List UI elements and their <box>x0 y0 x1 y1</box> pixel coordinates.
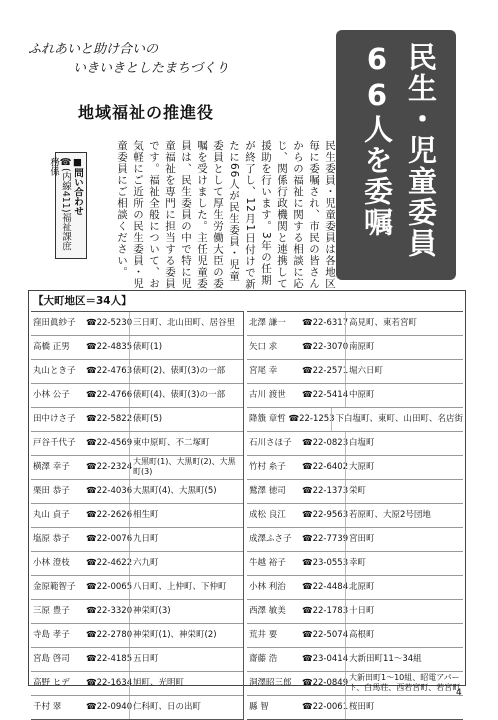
table-row <box>247 408 463 432</box>
area-heading: 【大町地区＝34人】 <box>33 295 132 307</box>
contact-line: ☎(内線411)福祉課庶務係 <box>48 157 71 251</box>
member-name: 丸山とき子 <box>33 366 76 376</box>
table-row <box>247 504 463 528</box>
member-name: 鷲澤 徳司 <box>249 486 286 496</box>
contact-label: ■問い合わせ <box>72 157 83 216</box>
member-name: 千村 翠 <box>33 702 62 712</box>
table-row <box>31 600 243 624</box>
title-box <box>336 30 456 280</box>
title-line-2: 66人を委嘱 <box>360 42 394 238</box>
member-phone: ☎22-0076 <box>86 534 133 544</box>
member-phone: ☎22-5414 <box>302 390 349 400</box>
table-row <box>31 624 243 648</box>
member-table-box <box>28 290 466 712</box>
member-name: 荒井 要 <box>249 630 278 640</box>
member-name: 田中けさ子 <box>33 414 76 424</box>
member-phone: ☎22-2626 <box>86 510 133 520</box>
title-line-1: 民生・児童委員 <box>404 42 438 259</box>
member-name: 寺島 孝子 <box>33 630 70 640</box>
member-name: 西澤 敏美 <box>249 606 286 616</box>
member-table-right <box>247 311 463 720</box>
table-row <box>31 336 243 360</box>
table-row <box>247 696 463 720</box>
member-phone: ☎22-4569 <box>86 438 133 448</box>
table-row <box>31 360 243 384</box>
member-phone: ☎23-0553 <box>302 558 349 568</box>
member-phone: ☎22-1373 <box>302 486 349 496</box>
member-phone: ☎22-3320 <box>86 606 133 616</box>
member-area: 大原町 <box>345 456 463 479</box>
member-name: 矢口 求 <box>249 342 278 352</box>
member-name: 縣 智 <box>249 702 269 712</box>
table-row <box>247 672 463 696</box>
member-name: 降籏 章哲 <box>249 414 286 424</box>
member-name: 高野 ヒデ <box>33 678 70 688</box>
table-row <box>31 312 243 336</box>
table-row <box>31 696 243 720</box>
member-name: 齋藤 浩 <box>249 654 278 664</box>
table-row <box>31 432 243 456</box>
table-row <box>31 504 243 528</box>
member-phone: ☎22-6317 <box>302 318 349 328</box>
member-name: 成松 良江 <box>249 510 286 520</box>
member-phone: ☎22-4185 <box>86 654 133 664</box>
member-phone: ☎22-0065 <box>86 582 133 592</box>
member-phone: ☎22-5230 <box>86 318 133 328</box>
table-row <box>247 648 463 672</box>
subtitle-line-1: ふれあいと助け合いの <box>28 42 159 57</box>
subtitle <box>28 40 229 78</box>
member-area: 俵町(2)、俵町(3)の一部 <box>129 360 243 383</box>
member-area: 栄町 <box>345 480 463 503</box>
member-area: 中原町 <box>345 384 463 407</box>
member-area: 若原町、大原2号団地 <box>345 504 463 527</box>
member-area: 俵町(1) <box>129 336 243 359</box>
table-row <box>31 528 243 552</box>
member-area: 俵町(4)、俵町(3)の一部 <box>129 384 243 407</box>
member-phone: ☎22-4763 <box>86 366 133 376</box>
member-name: 宮島 啓司 <box>33 654 70 664</box>
member-phone: ☎22-1253 <box>288 414 335 424</box>
member-area: 八日町、上仲町、下仲町 <box>129 576 243 599</box>
member-area: 神栄町(1)、神栄町(2) <box>129 624 243 647</box>
member-phone: ☎22-9563 <box>302 510 349 520</box>
member-phone: ☎22-4766 <box>86 390 133 400</box>
member-name: 宮尾 幸 <box>249 366 278 376</box>
member-name: 竹村 糸子 <box>249 462 286 472</box>
member-name: 牛越 裕子 <box>249 558 286 568</box>
member-name: 小林 公子 <box>33 390 70 400</box>
table-row <box>247 528 463 552</box>
table-row <box>247 480 463 504</box>
member-name: 石川さほ子 <box>249 438 292 448</box>
table-row <box>31 384 243 408</box>
member-area: 神栄町(3) <box>129 600 243 623</box>
article-text: 民生委員・児童委員は各地区毎に委嘱され、市民の皆さんからの福祉に関する相談に応じ、関係行政機関と連携して援助を行います。3年の任期が終了し、12月1日付けで新たに66人が民生委員・児童委員として厚生労働大臣の委嘱を受けました。主任児童委員は、民生委員の中で特に児童福祉を専門に担当する委員です。福祉全般について、お気軽にご近所の民生委員・児童委員にご相談ください。 <box>116 140 336 290</box>
member-name: 北澤 謙一 <box>249 318 286 328</box>
member-phone: ☎22-1783 <box>302 606 349 616</box>
member-phone: ☎22-4835 <box>86 342 133 352</box>
table-row <box>31 648 243 672</box>
member-phone: ☎22-2780 <box>86 630 133 640</box>
table-row <box>31 408 243 432</box>
member-area: 宮田町 <box>345 528 463 551</box>
table-row <box>31 480 243 504</box>
member-area: 幸町 <box>345 552 463 575</box>
member-name: 栗田 恭子 <box>33 486 70 496</box>
member-table-left <box>31 311 244 720</box>
member-phone: ☎22-5822 <box>86 414 133 424</box>
member-area: 大新田町11〜34組 <box>345 648 463 671</box>
member-area: 旭町、光明町 <box>129 672 243 695</box>
member-phone: ☎22-1634 <box>86 678 133 688</box>
table-row <box>247 336 463 360</box>
table-row <box>247 600 463 624</box>
member-area: 仁科町、日の出町 <box>129 696 243 719</box>
member-name: 戸谷千代子 <box>33 438 76 448</box>
member-phone: ☎22-4036 <box>86 486 133 496</box>
member-area: 白塩町 <box>345 432 463 455</box>
table-row <box>31 552 243 576</box>
member-phone: ☎22-0849 <box>302 678 349 688</box>
member-name: 成澤ふさ子 <box>249 534 292 544</box>
member-phone: ☎22-6402 <box>302 462 349 472</box>
member-area: 堀六日町 <box>345 360 463 383</box>
member-name: 金原範智子 <box>33 582 76 592</box>
contact-box <box>48 152 87 259</box>
table-row <box>247 456 463 480</box>
member-name: 高橋 正男 <box>33 342 70 352</box>
member-area: 高根町 <box>345 624 463 647</box>
subtitle-line-2: いきいきとしたまちづくり <box>73 61 229 76</box>
table-row <box>247 432 463 456</box>
member-phone: ☎22-0823 <box>302 438 349 448</box>
member-area: 大黒町(1)、大黒町(2)、大黒町(3) <box>129 456 243 479</box>
member-phone: ☎22-0061 <box>302 702 349 712</box>
table-row <box>247 624 463 648</box>
member-area: 六九町 <box>129 552 243 575</box>
member-phone: ☎22-7739 <box>302 534 349 544</box>
member-area: 三日町、北山田町、居谷里 <box>129 312 243 335</box>
member-area: 下白塩町、東町、山田町、名店街 <box>331 408 463 431</box>
member-phone: ☎22-2571 <box>302 366 349 376</box>
member-area: 北原町 <box>345 576 463 599</box>
table-row <box>247 384 463 408</box>
member-phone: ☎22-0940 <box>86 702 133 712</box>
member-area: 相生町 <box>129 504 243 527</box>
section-heading: 地域福祉の推進役 <box>78 103 215 122</box>
member-name: 小林 澄枝 <box>33 558 70 568</box>
member-phone: ☎22-2324 <box>86 462 133 472</box>
table-row <box>31 456 243 480</box>
member-area: 高見町、東若宮町 <box>345 312 463 335</box>
table-row <box>31 672 243 696</box>
member-area: 桜田町 <box>345 696 463 719</box>
member-phone: ☎22-4484 <box>302 582 349 592</box>
member-name: 窪田眞紗子 <box>33 318 76 328</box>
member-phone: ☎23-0414 <box>302 654 349 664</box>
member-phone: ☎22-4622 <box>86 558 133 568</box>
member-area: 大黒町(4)、大黒町(5) <box>129 480 243 503</box>
member-area: 俵町(5) <box>129 408 243 431</box>
member-name: 横澤 幸子 <box>33 462 70 472</box>
table-row <box>247 312 463 336</box>
member-name: 三原 豊子 <box>33 606 70 616</box>
member-name: 丸山 貞子 <box>33 510 70 520</box>
member-phone: ☎22-5074 <box>302 630 349 640</box>
member-name: 塩原 恭子 <box>33 534 70 544</box>
table-row <box>247 360 463 384</box>
member-phone: ☎22-3070 <box>302 342 349 352</box>
member-area: 南原町 <box>345 336 463 359</box>
table-row <box>247 576 463 600</box>
member-name: 古川 渡世 <box>249 390 286 400</box>
member-area: 大新田町1〜10組、昭電アパート、白馬荘、西若宮町、若宮町 <box>345 672 463 695</box>
member-name: 洞澤昭三郎 <box>249 678 292 688</box>
member-area: 十日町 <box>345 600 463 623</box>
table-row <box>31 576 243 600</box>
page-number: 4 <box>456 688 462 698</box>
member-area: 五日町 <box>129 648 243 671</box>
member-area: 東中原町、不二塚町 <box>129 432 243 455</box>
table-row <box>247 552 463 576</box>
member-name: 小林 利治 <box>249 582 286 592</box>
member-area: 九日町 <box>129 528 243 551</box>
